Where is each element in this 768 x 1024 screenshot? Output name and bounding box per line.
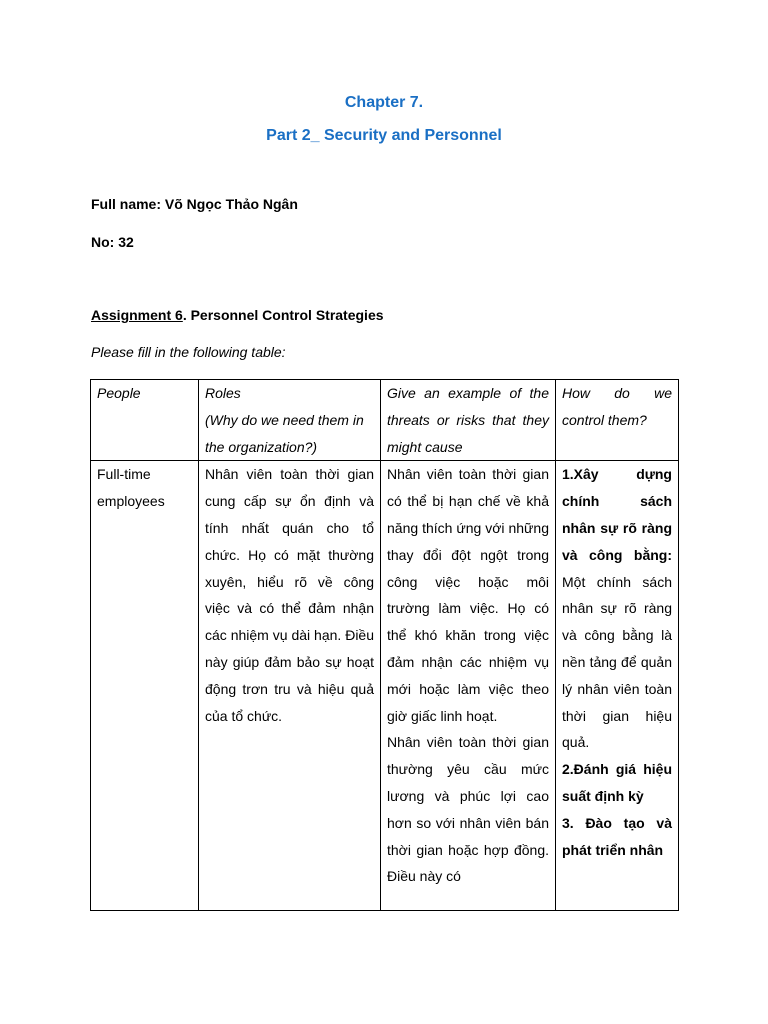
cell-threats (381, 461, 556, 911)
header-threats: Give an example of the threats or risks that they might cause (381, 380, 556, 461)
threats-paragraph-1: Nhân viên toàn thời gian có thể bị hạn chế về khả năng thích ứng với những thay đổi đột ngột trong công việc hoặc môi trường làm việc. Họ có thể khó khăn trong việc đảm nhận các nhiệm vụ mới hoặc làm việc theo giờ giấc linh hoạt. (387, 466, 549, 724)
threats-paragraph-2: Nhân viên toàn thời gian thường yêu cầu mức lương và phúc lợi cao hơn so với nhân viên bán thời gian hoặc hợp đồng. Điều này có (387, 734, 549, 885)
part-title: Part 2_ Security and Personnel (266, 127, 502, 144)
student-number: No: 32 (91, 234, 134, 250)
table-row (91, 461, 679, 911)
full-name: Full name: Võ Ngọc Thảo Ngân (91, 196, 298, 212)
assignment-heading (91, 307, 384, 323)
assignment-title: . Personnel Control Strategies (182, 307, 384, 323)
control-item-3-title: 3. Đào tạo và phát triển nhân (562, 814, 672, 858)
instruction-text: Please fill in the following table: (91, 344, 286, 360)
header-roles (199, 380, 381, 461)
control-item-1-text: Một chính sách nhân sự rõ ràng và công bằng là nền tảng để quản lý nhân viên toàn thời gian hiệu quả. (562, 573, 672, 751)
header-people: People (91, 380, 199, 461)
cell-roles: Nhân viên toàn thời gian cung cấp sự ổn định và tính nhất quán cho tổ chức. Họ có mặt thường xuyên, hiểu rõ về công việc và có thể đảm nhận các nhiệm vụ dài hạn. Điều này giúp đảm bảo sự hoạt động trơn tru và hiệu quả của tổ chức. (199, 461, 381, 911)
header-roles-note: (Why do we need them in the organization?) (205, 411, 364, 455)
assignment-label: Assignment 6 (91, 307, 183, 323)
header-roles-label: Roles (205, 385, 241, 401)
chapter-title: Chapter 7. (344, 94, 424, 111)
control-item-1 (562, 461, 672, 756)
cell-control (556, 461, 679, 911)
personnel-control-table (90, 379, 679, 911)
cell-people: Full-time employees (91, 461, 199, 911)
control-item-1-title: 1.Xây dựng chính sách nhân sự rõ ràng và công bằng: (562, 466, 672, 563)
table-header-row (91, 380, 679, 461)
control-item-2-title: 2.Đánh giá hiệu suất định kỳ (562, 761, 672, 804)
header-control: How do we control them? (556, 380, 679, 461)
